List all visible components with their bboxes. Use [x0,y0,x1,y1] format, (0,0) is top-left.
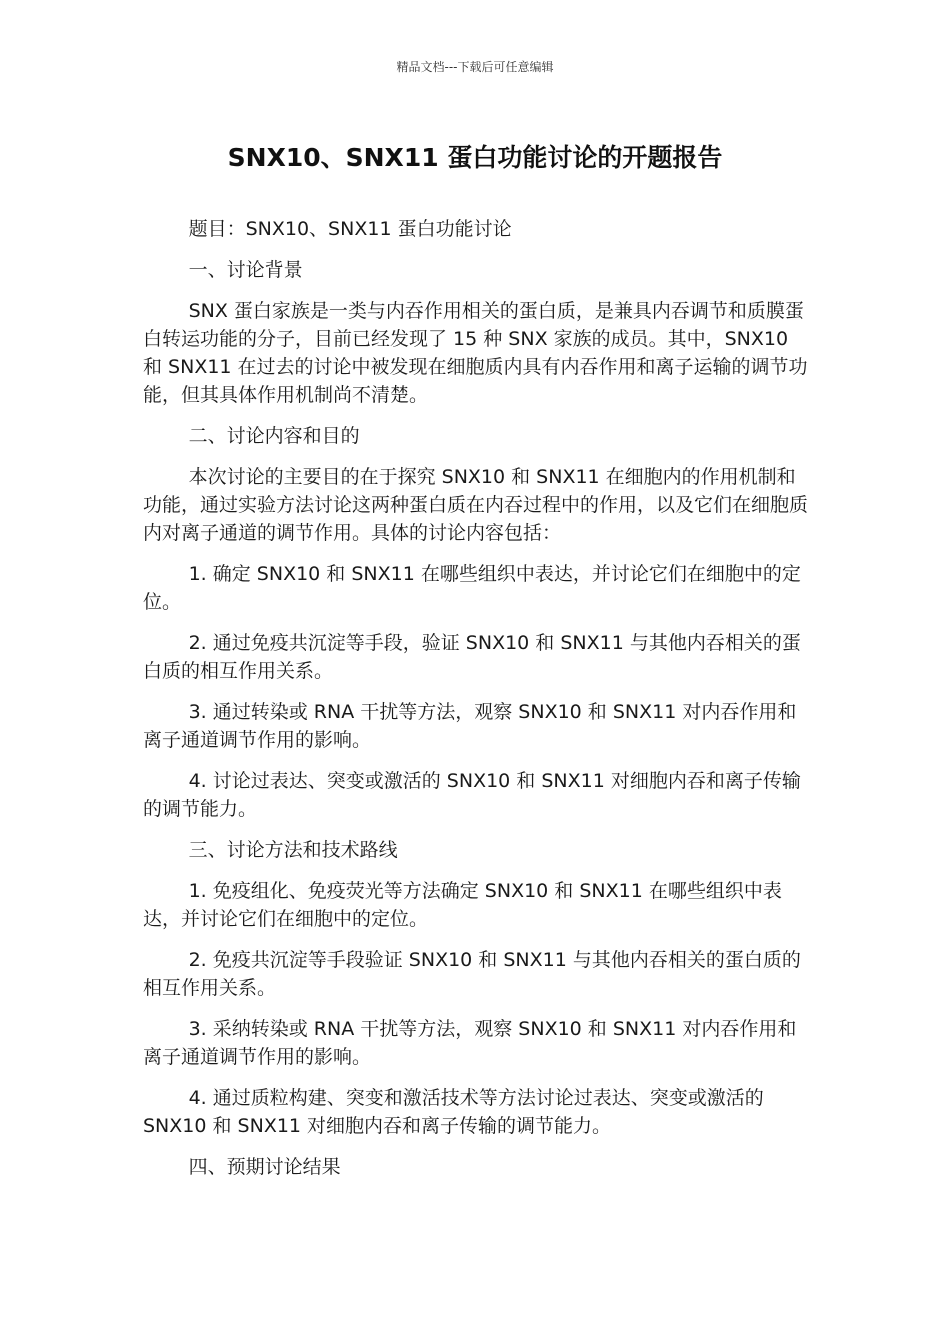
section-2-item-2: 2. 通过免疫共沉淀等手段，验证 SNX10 和 SNX11 与其他内吞相关的蛋白质的相互作用关系。 [143,632,801,682]
section-4-heading: 四、预期讨论结果 [188,1156,341,1178]
section-3-item-2: 2. 免疫共沉淀等手段验证 SNX10 和 SNX11 与其他内吞相关的蛋白质的相互作用关系。 [143,949,801,999]
section-2-item-4: 4. 讨论过表达、突变或激活的 SNX10 和 SNX11 对细胞内吞和离子传输的调节能力。 [143,770,801,820]
section-2-paragraph: 本次讨论的主要目的在于探究 SNX10 和 SNX11 在细胞内的作用机制和功能，通过实验方法讨论这两种蛋白质在内吞过程中的作用，以及它们在细胞质内对离子通道的调节作用。具体的讨论内容包括： [143,466,809,544]
header-note: 精品文档---下载后可任意编辑 [396,60,554,74]
section-3-heading: 三、讨论方法和技术路线 [188,839,398,861]
document-body [143,215,808,1194]
section-1-paragraph: SNX 蛋白家族是一类与内吞作用相关的蛋白质，是兼具内吞调节和质膜蛋白转运功能的分子，目前已经发现了 15 种 SNX 家族的成员。其中，SNX10 和 SNX11 在过去的讨论中被发现在细胞质内具有内吞作用和离子运输的调节功能，但其具体作用机制尚不清楚。 [143,300,808,406]
section-3-item-4: 4. 通过质粒构建、突变和激活技术等方法讨论过表达、突变或激活的 SNX10 和 SNX11 对细胞内吞和离子传输的调节能力。 [143,1087,764,1137]
section-2-item-1: 1. 确定 SNX10 和 SNX11 在哪些组织中表达，并讨论它们在细胞中的定位。 [143,563,801,613]
section-3-item-1: 1. 免疫组化、免疫荧光等方法确定 SNX10 和 SNX11 在哪些组织中表达，并讨论它们在细胞中的定位。 [143,880,782,930]
section-2-item-3: 3. 通过转染或 RNA 干扰等方法，观察 SNX10 和 SNX11 对内吞作用和离子通道调节作用的影响。 [143,701,797,751]
section-1-heading: 一、讨论背景 [188,259,303,281]
topic-line: 题目：SNX10、SNX11 蛋白功能讨论 [188,218,512,240]
section-3-item-3: 3. 采纳转染或 RNA 干扰等方法，观察 SNX10 和 SNX11 对内吞作用和离子通道调节作用的影响。 [143,1018,797,1068]
document-title: SNX10、SNX11 蛋白功能讨论的开题报告 [227,143,723,172]
section-2-heading: 二、讨论内容和目的 [188,425,360,447]
